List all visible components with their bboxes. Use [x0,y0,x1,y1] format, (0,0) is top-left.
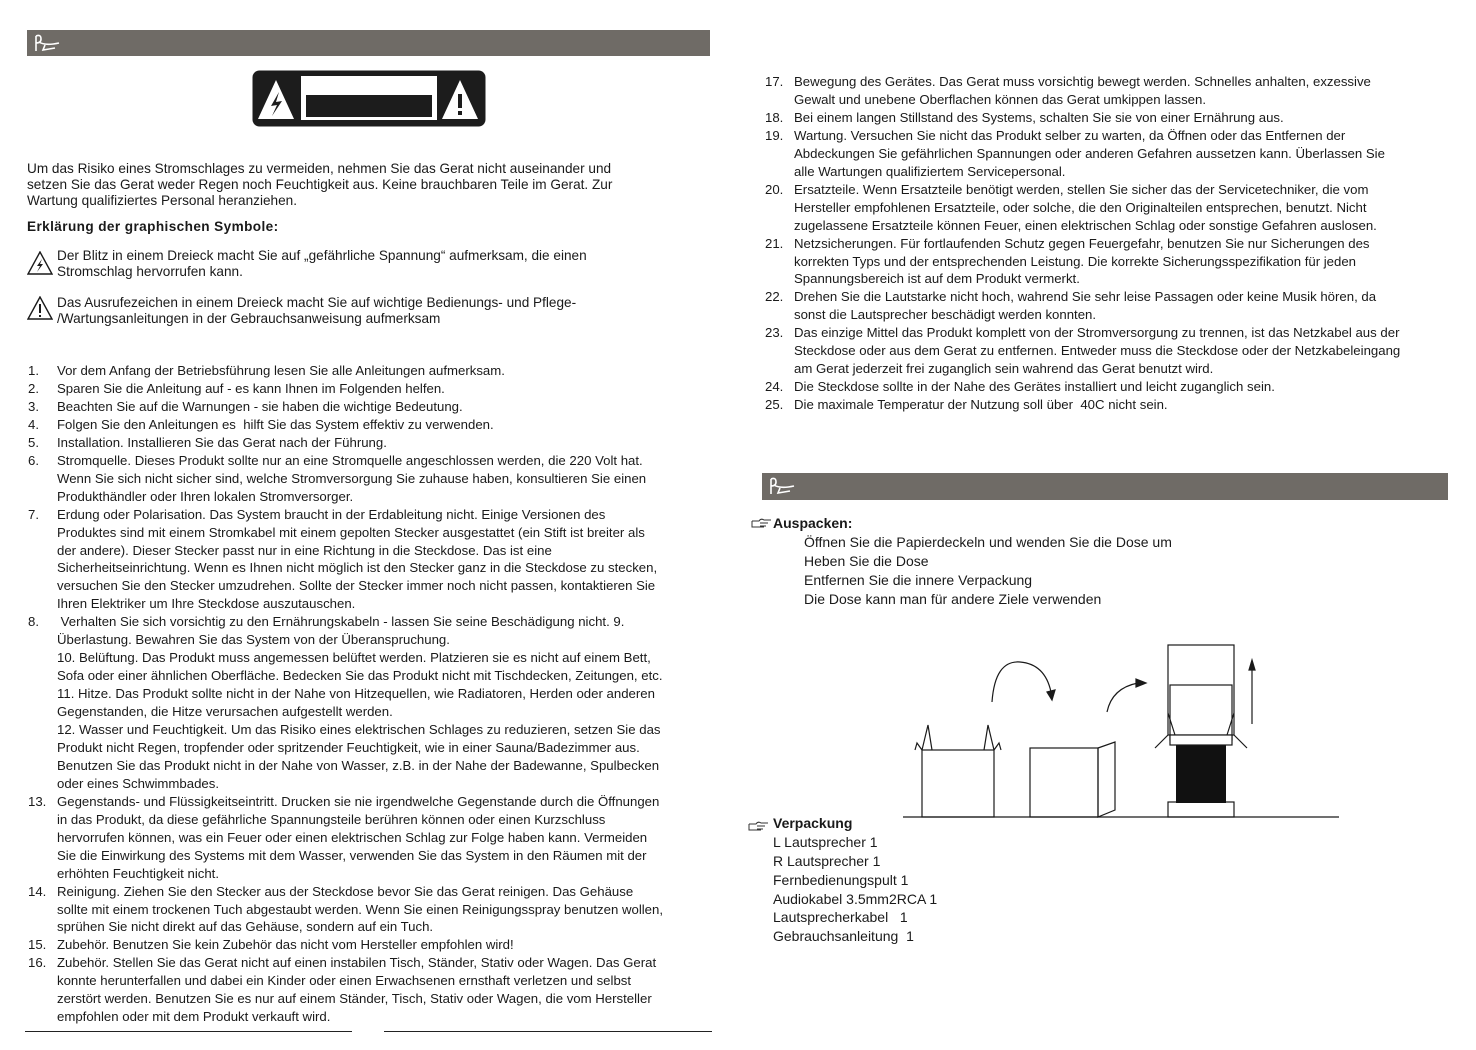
left-section-header-bar [27,30,710,56]
packing-item: Audiokabel 3.5mm2RCA 1 [773,891,938,907]
intro-line: Um das Risiko eines Stromschlages zu vermeiden, nehmen Sie das Gerat nicht auseinander und [27,161,612,176]
hand-pointer-icon [751,517,773,529]
list-item-text: Bewegung des Gerätes. Das Gerat muss vorsichtig bewegt werden. Schnelles anhalten, exzessive [794,74,1371,89]
list-item-text: Erdung oder Polarisation. Das System braucht in der Erdableitung nicht. Einige Versionen des [57,506,606,522]
packing-title: Verpackung [773,815,853,831]
list-item-text: konnte herunterfallen und dabei ein Kinder oder einen Erwachsenen ernsthaft verletzen und selbst [57,973,632,989]
list-item-number: 18. [765,109,784,125]
list-item-text: hervorrufen können, was ein Feuer oder einen elektrischen Schlag zur Folge haben kann. Vermeiden [57,829,648,845]
list-item-text: Produktes sind mit einem Stromkabel mit einem gepolten Stecker ausgestattet (ein Stift ist breiter als [57,524,645,540]
list-item-number: 20. [765,181,784,197]
packing-item: Fernbedienungspult 1 [773,872,909,888]
list-item-text: Zubehör. Stellen Sie das Gerat nicht auf einen instabilen Tisch, Ständer, Stativ oder Wagen. Das Gerat [57,955,657,971]
exclamation-description-line: Das Ausrufezeichen in einem Dreieck macht Sie auf wichtige Bedienungs- und Pflege- [57,295,577,310]
list-item-text: am Gerat jederzeit frei zuganglich sein wahrend das Gerat benutzt wird. [794,361,1214,377]
list-item-text: 12. Wasser und Feuchtigkeit. Um das Risiko eines elektrischen Schlages zu reduzieren, setzen Sie das [57,722,661,737]
list-item-text: 10. Belüftung. Das Produkt muss angemessen belüftet werden. Platzieren sie es nicht auf einem Bett, [57,650,651,666]
list-item-text: 11. Hitze. Das Produkt sollte nicht in der Nahe von Hitzequellen, wie Radiatoren, Herden oder anderen [57,686,655,702]
list-item-text: versuchen Sie den Stecker umzudrehen. Sollte der Stecker immer noch nicht passen, kontaktieren Sie [57,578,656,594]
list-item-text: der andere). Dieser Stecker passt nur in eine Richtung in die Steckdose. Das ist eine [57,542,552,558]
unpacking-step: Heben Sie die Dose [804,553,929,569]
list-item-number: 5. [28,434,39,450]
list-item-text: Gewalt und unebene Oberflachen können das Gerat umkippen lassen. [794,91,1207,107]
list-item-number: 7. [28,506,39,522]
list-item-text: Wartung. Versuchen Sie nicht das Produkt selber zu warten, da Öffnen oder das Entfernen der [794,127,1346,143]
list-item-number: 25. [765,397,784,413]
list-item-number: 23. [765,325,784,341]
exclamation-description-line: /Wartungsanleitungen in der Gebrauchsanweisung aufmerksam [57,311,441,326]
intro-line: setzen Sie das Gerat weder Regen noch Feuchtigkeit aus. Keine brauchbaren Teile im Gerat. Zur [27,177,613,192]
intro-line: Wartung qualifiziertes Personal heranziehen. [27,193,298,208]
list-item-text: in das Produkt, da diese gefährliche Spannungsteile berühren können oder einen Kurzschluss [57,811,606,827]
list-item-text: Die Steckdose sollte in der Nahe des Gerätes installiert und leicht zuganglich sein. [794,379,1275,395]
list-item-text: sprühen Sie nicht direkt auf das Gehäuse, sondern auf ein Tuch. [57,919,434,935]
packing-item: Lautsprecherkabel 1 [773,909,908,925]
list-item-text: Das einzige Mittel das Produkt komplett von der Stromversorgung zu trennen, ist das Netzkabel aus der [794,325,1400,341]
list-item-text: Installation. Installieren Sie das Gerat nach der Führung. [57,434,387,450]
list-item-number: 16. [28,955,47,971]
list-item-text: oder eines Schwimmbades. [57,775,219,791]
list-item-text: Sparen Sie die Anleitung auf - es kann Ihnen im Folgenden helfen. [57,380,445,396]
exclamation-warning-icon [27,296,53,320]
packing-item: Gebrauchsanleitung 1 [773,928,914,944]
list-item-text: empfohlen oder mit dem Produkt verkauft wird. [57,1009,331,1025]
list-item-text: Die maximale Temperatur der Nutzung soll über 40C nicht sein. [794,397,1168,413]
packing-item: R Lautsprecher 1 [773,853,881,869]
list-item-number: 8. [28,614,39,630]
list-item-text: Netzsicherungen. Für fortlaufenden Schutz gegen Feuergefahr, benutzen Sie nur Sicherungen des [794,235,1370,251]
list-item-text: Drehen Sie die Lautstarke nicht hoch, wahrend Sie sehr leise Passagen oder keine Musik hören, da [794,289,1377,305]
list-item-text: Gegenstanden, die Hitze verursachen aufgestellt werden. [57,704,393,720]
list-item-text: Zubehör. Benutzen Sie kein Zubehör das nicht vom Hersteller empfohlen wird! [57,937,514,953]
lightning-description-line: Der Blitz in einem Dreieck macht Sie auf „gefährliche Spannung“ aufmerksam, die einen [57,248,587,263]
list-item-text: Reinigung. Ziehen Sie den Stecker aus der Steckdose bevor Sie das Gerat reinigen. Das Gehäuse [57,883,634,899]
list-item-text: Wenn Sie sich nicht sicher sind, welche Stromversorgung Sie zuhause haben, konsultieren Sie einen [57,470,647,486]
list-item-number: 13. [28,793,47,809]
list-item-text: Folgen Sie den Anleitungen es hilft Sie das System effektiv zu verwenden. [57,416,494,432]
symbols-heading: Erklärung der graphischen Symbole: [27,219,279,234]
footer-rule-right [384,1031,712,1032]
list-item-number: 24. [765,379,784,395]
list-item-number: 22. [765,289,784,305]
list-item-text: Hersteller empfohlenen Ersatzteile, oder solche, die den Originalteilen entsprechen, benutzt. Nicht [794,199,1367,215]
list-item-text: Vor dem Anfang der Betriebsführung lesen Sie alle Anleitungen aufmerksam. [57,363,505,378]
list-item-number: 17. [765,74,784,89]
list-item-text: Bei einem langen Stillstand des Systems, schalten Sie sie von einer Ernährung aus. [794,109,1284,125]
list-item-number: 2. [28,380,39,396]
lightning-warning-icon [27,251,53,275]
list-item-number: 15. [28,937,47,953]
unpacking-step: Die Dose kann man für andere Ziele verwenden [804,591,1102,607]
list-item-text: sonst die Lautsprecher beschädigt werden konnten. [794,307,1097,323]
list-item-text: zerstört werden. Benutzen Sie es nur auf einem Ständer, Tisch, Stativ oder Wagen, die vom Hersteller [57,991,652,1007]
list-item-text: Stromquelle. Dieses Produkt sollte nur an eine Stromquelle angeschlossen werden, die 220 Volt hat. [57,452,643,468]
list-item-number: 3. [28,398,39,414]
pointing-hand-icon [33,33,63,53]
list-item-text: Sicherheitseinrichtung. Wenn es Ihnen nicht möglich ist den Stecker ganz in die Steckdose zu stecken, [57,560,658,576]
list-item-text: Benutzen Sie das Produkt nicht in der Nahe von Wasser, z.B. in der Nahe der Badewanne, Spulbecken [57,757,660,773]
list-item-text: Sie die Einwirkung des Systems mit dem Wasser, verwenden Sie das System in den Räumen mit der [57,847,647,863]
list-item-text: Spannungsbereich ist auf dem Produkt vermerkt. [794,271,1080,287]
unpacking-step: Öffnen Sie die Papierdeckeln und wenden Sie die Dose um [804,534,1172,550]
unpacking-illustration [900,640,1342,820]
list-item-number: 6. [28,452,39,468]
unpacking-title: Auspacken: [773,515,853,531]
list-item-text: Steckdose oder aus dem Gerat zu entfernen. Entweder muss die Steckdose oder der Netzkabeleingang [794,343,1401,359]
list-item-text: Beachten Sie auf die Warnungen - sie haben die wichtige Bedeutung. [57,398,463,414]
list-item-text: Ihren Elektriker um Ihre Steckdose auszutauschen. [57,596,356,612]
list-item-text: erhöhten Feuchtigkeit nicht. [57,865,220,881]
list-item-text: Abdeckungen Sie gefährlichen Spannungen oder anderen Gefahren aussetzen kann. Überlassen Sie [794,145,1385,161]
hand-pointer-icon [748,820,770,832]
list-item-text: Überlastung. Bewahren Sie das System von der Überanspruchung. [57,632,450,648]
list-item-text: korrekten Typs und der entsprechenden Leistung. Die korrekte Sicherungsspezifikation für jeden [794,253,1357,269]
list-item-text: Gegenstands- und Flüssigkeitseintritt. Drucken sie nie irgendwelche Gegenstande durch die Öffnungen [57,793,660,809]
footer-rule-left [25,1031,352,1032]
caution-warning-label [252,70,486,127]
lightning-description-line: Stromschlag hervorrufen kann. [57,264,243,279]
list-item-text: alle Wartungen qualifiziertem Servicepersonal. [794,163,1066,179]
unpacking-step: Entfernen Sie die innere Verpackung [804,572,1033,588]
list-item-number: 19. [765,127,784,143]
list-item-text: Sofa oder einer ähnlichen Oberfläche. Bedecken Sie das Produkt nicht mit Tischdecken, Zeitungen, etc. [57,668,663,684]
list-item-number: 14. [28,883,47,899]
list-item-text: sollte mit einem trockenen Tuch abgestaubt werden. Wenn Sie einen Reinigungsspray benutzen wollen, [57,901,664,917]
list-item-number: 4. [28,416,39,432]
packing-item: L Lautsprecher 1 [773,834,878,850]
list-item-number: 21. [765,235,784,251]
list-item-number: 1. [28,363,39,378]
list-item-text: zugelassene Ersatzteile können Feuer, einen elektrischen Schlag oder sonstige Gefahren auslosen. [794,217,1377,233]
list-item-text: Verhalten Sie sich vorsichtig zu den Ernährungskabeln - lassen Sie seine Beschädigung nicht. 9. [57,614,625,630]
right-section-header-bar [762,473,1448,500]
list-item-text: Ersatzteile. Wenn Ersatzteile benötigt werden, stellen Sie sicher das der Servicetechniker, die vom [794,181,1369,197]
list-item-text: Produkthändler oder Ihren lokalen Stromversorger. [57,488,354,504]
pointing-hand-icon [768,476,798,496]
list-item-text: Produkt nicht Regen, tropfender oder spritzender Feuchtigkeit, wie in einer Sauna/Badezimmer aus. [57,739,640,755]
